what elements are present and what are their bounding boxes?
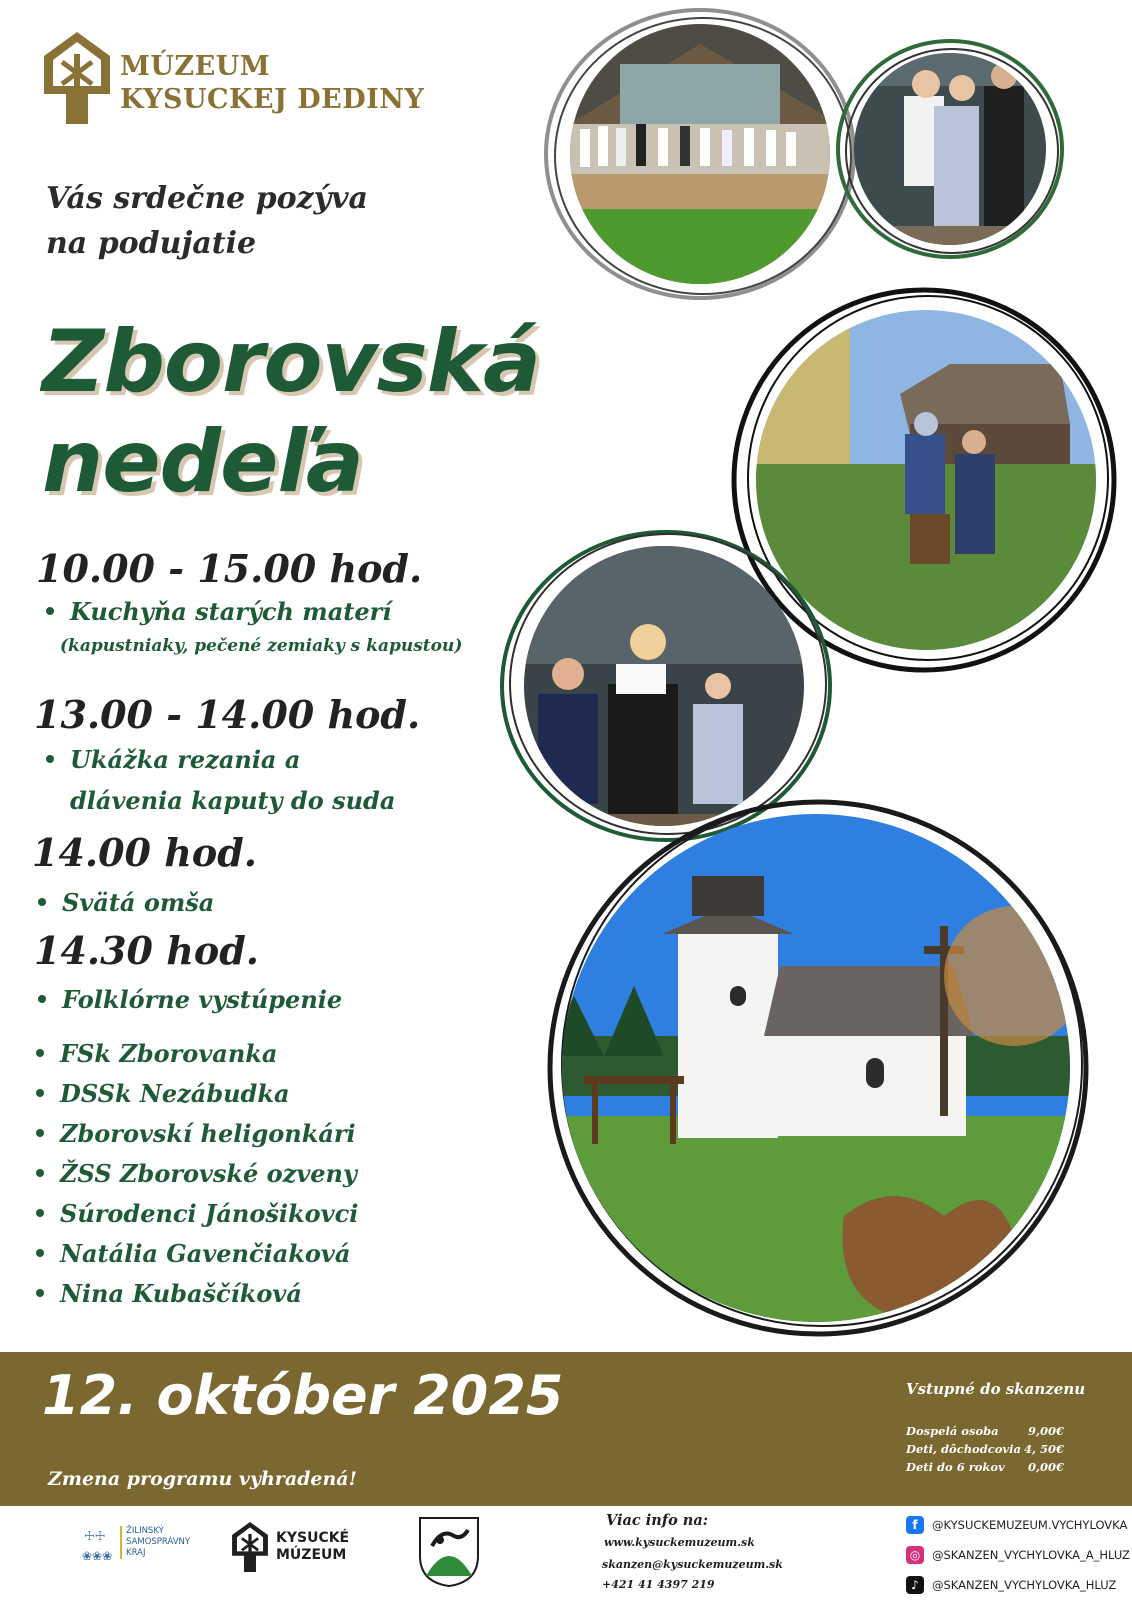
program-item-4: Folklórne vystúpenie (38, 985, 342, 1015)
program-time-3: 14.00 hod. (32, 830, 257, 875)
admission-row: Dospelá osoba 9,00€ (906, 1424, 1064, 1438)
program-time-1: 10.00 - 15.00 hod. (36, 546, 423, 591)
list-item: Natália Gavenčiaková (36, 1234, 358, 1274)
program-time-2: 13.00 - 14.00 hod. (34, 692, 421, 737)
email-link[interactable]: skanzen@kysuckemuzeum.sk (602, 1558, 783, 1571)
admission-row: Deti, dôchodcovia 4, 50€ (906, 1442, 1064, 1456)
list-item: Súrodenci Jánošikovci (36, 1194, 358, 1234)
admission-row: Deti do 6 rokov 0,00€ (906, 1460, 1064, 1474)
program-item-3: Svätá omša (38, 888, 214, 918)
kysucke-muzeum-logo-text: KYSUCKÉ MÚZEUM (276, 1530, 350, 1563)
invitation-line1: Vás srdečne pozýva (46, 181, 368, 216)
photo-dancing-couple (834, 36, 1066, 262)
invitation-line2: na podujatie (46, 226, 257, 261)
facebook-icon: f (906, 1516, 924, 1534)
museum-name-line1: MÚZEUM (120, 51, 271, 82)
kysucke-muzeum-logo-icon (232, 1522, 268, 1572)
program-item-2: Ukážka rezania a (46, 745, 300, 775)
program-item-2-cont: dlávenia kaputy do suda (70, 786, 396, 815)
program-time-4: 14.30 hod. (34, 928, 259, 973)
instagram-link[interactable]: ◎ @SKANZEN_VYCHYLOVKA_A_HLUZ (906, 1546, 1130, 1564)
svg-text:❀❀❀: ❀❀❀ (82, 1549, 113, 1563)
list-item: Nina Kubaščíková (36, 1274, 358, 1314)
program-change-note: Zmena programu vyhradená! (48, 1468, 357, 1490)
zsk-coat-of-arms-icon (80, 1526, 116, 1566)
event-title-line2: nedeľa (42, 412, 363, 512)
photo-chapel (544, 796, 1096, 1342)
website-link[interactable]: www.kysuckemuzeum.sk (604, 1536, 755, 1549)
list-item: ŽSS Zborovské ozveny (36, 1154, 358, 1194)
event-title-line1: Zborovská (42, 312, 540, 412)
admission-title: Vstupné do skanzenu (906, 1380, 1086, 1398)
event-date: 12. október 2025 (42, 1364, 564, 1427)
museum-logo-icon (44, 32, 110, 124)
list-item: Zborovskí heligonkári (36, 1114, 358, 1154)
museum-name-line2: KYSUCKEJ DEDINY (120, 84, 425, 115)
instagram-icon: ◎ (906, 1546, 924, 1564)
municipality-coat-of-arms-icon (418, 1516, 480, 1588)
svg-text:☩☩: ☩☩ (84, 1529, 106, 1543)
museum-name (120, 50, 424, 116)
program-item-1-detail: (kapustniaky, pečené zemiaky s kapustou) (60, 636, 463, 656)
tiktok-link[interactable]: ♪ @SKANZEN_VYCHYLOVKA_HLUZ (906, 1576, 1116, 1594)
event-title (42, 312, 540, 512)
list-item: DSSk Nezábudka (36, 1074, 358, 1114)
photo-stage-performance (540, 4, 870, 304)
zsk-logo-text: ŽILINSKÝ SAMOSPRÁVNY KRAJ (120, 1526, 190, 1559)
invitation-text (46, 176, 368, 266)
more-info-title: Viac info na: (606, 1512, 709, 1529)
performer-list (36, 1034, 358, 1314)
program-item-1: Kuchyňa starých materí (46, 597, 391, 627)
list-item: FSk Zborovanka (36, 1034, 358, 1074)
tiktok-icon: ♪ (906, 1576, 924, 1594)
facebook-link[interactable]: f @KYSUCKEMUZEUM.VYCHYLOVKA (906, 1516, 1127, 1534)
phone-number: +421 41 4397 219 (602, 1578, 715, 1591)
